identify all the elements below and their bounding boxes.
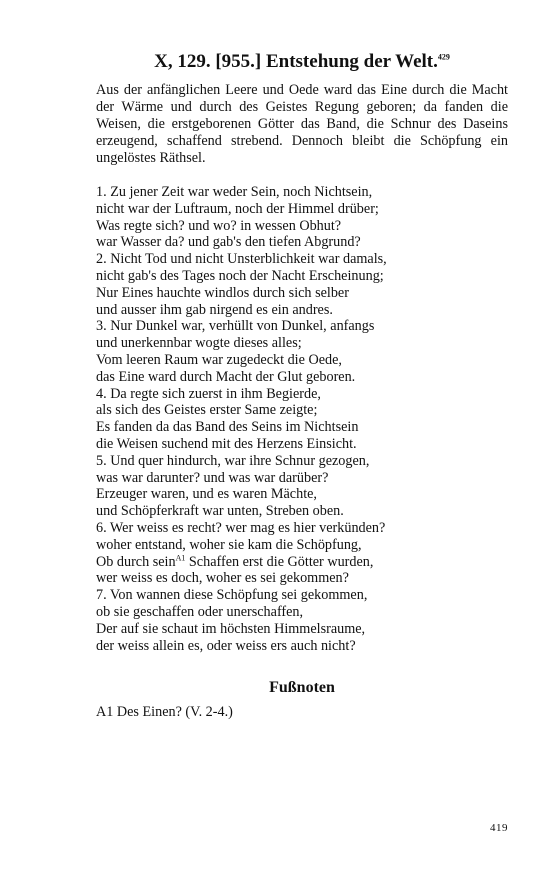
title-footnote-ref[interactable]: 429 [437,52,450,62]
verse-line: nicht war der Luftraum, noch der Himmel drüber; [96,200,379,217]
verse-line: und ausser ihm gab nirgend es ein andres. [96,301,333,318]
verse-line: Erzeuger waren, und es waren Mächte, [96,486,317,503]
verse-line: der weiss allein es, oder weiss ers auch nicht? [96,637,356,654]
verse-line: war Wasser da? und gab's den tiefen Abgrund? [96,234,361,251]
verse-text: Ob durch sein [96,553,176,570]
verse-line: Vom leeren Raum war zugedeckt die Oede, [96,351,342,368]
verse-line: 3. Nur Dunkel war, verhüllt von Dunkel, anfangs [96,318,375,335]
intro-paragraph: Aus der anfänglichen Leere und Oede ward das Eine durch die Macht der Wärme und durch des Geistes Regung geboren; da fanden die Weisen, die erstgeborenen Götter das Band, die Schnur des Daseins erzeugend, schaffend strebend. Dennoch bleibt die Schöpfung ein ungelöstes Räthsel. [96,82,508,166]
verse-line: die Weisen suchend mit des Herzens Einsicht. [96,435,357,452]
footnote-ref[interactable]: A1 [175,552,186,562]
verse-line: Was regte sich? und wo? in wessen Obhut? [96,217,342,234]
verse-line: 2. Nicht Tod und nicht Unsterblichkeit war damals, [96,251,387,268]
verse-line: Es fanden da das Band des Seins im Nichtsein [96,419,359,436]
document-page [96,50,508,721]
verse-line: und Schöpferkraft war unten, Streben oben. [96,503,344,520]
verse-line: Der auf sie schaut im höchsten Himmelsraume, [96,620,366,637]
verse-line: das Eine ward durch Macht der Glut geboren. [96,368,356,385]
footnote-item-a1: A1 Des Einen? (V. 2-4.) [96,704,233,721]
document-title [96,50,508,74]
verse-line: wer weiss es doch, woher es sei gekommen? [96,570,349,587]
verse-line: woher entstand, woher sie kam die Schöpfung, [96,536,362,553]
verse-line: 7. Von wannen diese Schöpfung sei gekommen, [96,587,368,604]
verse-line: Nur Eines hauchte windlos durch sich selber [96,284,349,301]
footnotes-heading: Fußnoten [269,679,335,697]
verse-text: Schaffen erst die Götter wurden, [185,553,374,570]
verse-line: und unerkennbar wogte dieses alles; [96,335,302,352]
verse-line: 5. Und quer hindurch, war ihre Schnur gezogen, [96,452,370,469]
verse-line: was war darunter? und was war darüber? [96,469,329,486]
page-number: 419 [490,822,508,834]
verse-line: 6. Wer weiss es recht? wer mag es hier verkünden? [96,519,386,536]
verse-line [96,554,508,571]
verse-line: ob sie geschaffen oder unerschaffen, [96,603,304,620]
verse-line: 4. Da regte sich zuerst in ihm Begierde, [96,385,321,402]
verse-line: 1. Zu jener Zeit war weder Sein, noch Nichtsein, [96,184,373,200]
title-text: X, 129. [955.] Entstehung der Welt. [154,51,438,72]
verse-line: als sich des Geistes erster Same zeigte; [96,402,318,419]
verse-line: nicht gab's des Tages noch der Nacht Erscheinung; [96,267,384,284]
poem-verses [96,184,508,654]
